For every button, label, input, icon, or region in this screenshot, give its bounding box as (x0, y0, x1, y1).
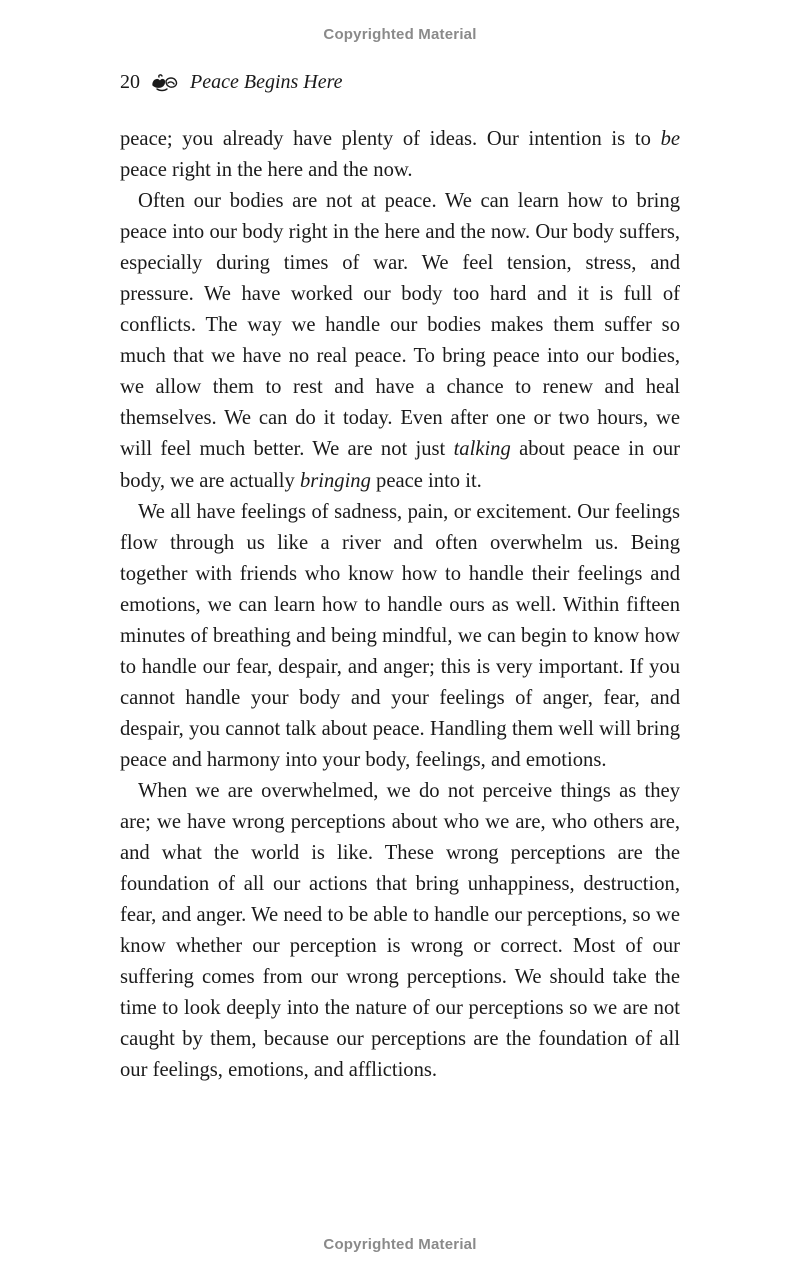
running-head (120, 71, 343, 94)
italic-text: talking (453, 438, 511, 461)
italic-text: be (660, 128, 680, 150)
paragraph (120, 186, 680, 496)
paragraph-text: peace into it. (370, 469, 482, 492)
paragraph-text: When we are overwhelmed, we do not perceive things as they are; we have wrong perceptions about who we are, who others are, and what the world is like. These wrong perceptions are the foundation of all our actions that bring unhappiness, destruction, fear, and anger. We need to be able to handle our perceptions, so we know whether our perception is wrong or correct. Most of our suffering comes from our wrong perceptions. We should take the time to look deeply into the nature of our perceptions so we are not caught by them, because our perceptions are the foundation of all our feelings, emotions, and afflictions. (120, 779, 680, 1082)
copyright-watermark-top: Copyrighted Material (323, 26, 477, 43)
copyright-watermark-bottom: Copyrighted Material (323, 1236, 477, 1253)
paragraph (120, 497, 680, 776)
italic-text: bringing (299, 469, 371, 492)
paragraph (120, 124, 680, 186)
body-text (120, 124, 680, 1086)
running-head-title: Peace Begins Here (190, 71, 343, 93)
floral-ornament-icon (150, 73, 180, 93)
paragraph-text: peace; you already have plenty of ideas. Our intention is to (120, 128, 661, 150)
paragraph-text: peace right in the here and the now. (120, 159, 413, 182)
paragraph-text: Often our bodies are not at peace. We can learn how to bring peace into our body right in the here and the now. Our body suffers, especially during times of war. We feel tension, stress, and pressure. We have worked our body too hard and it is full of conflicts. The way we handle our bodies makes them suffer so much that we have no real peace. To bring peace into our bodies, we allow them to rest and have a chance to renew and heal themselves. We can do it today. Even after one or two hours, we will feel much better. We are not just (120, 190, 680, 461)
paragraph (120, 776, 680, 1086)
paragraph-text: We all have feelings of sadness, pain, or excitement. Our feelings flow through us like a river and often overwhelm us. Being together with friends who know how to handle their feelings and emotions, we can learn how to handle ours as well. Within fifteen minutes of breathing and being mindful, we can begin to know how to handle our fear, despair, and anger; this is very important. If you cannot handle your body and your feelings of anger, fear, and despair, you cannot talk about peace. Handling them well will bring peace and harmony into your body, feelings, and emotions. (120, 500, 680, 771)
page-number: 20 (120, 71, 140, 93)
paragraph-text: about peace in our body, we are actually (120, 438, 680, 492)
